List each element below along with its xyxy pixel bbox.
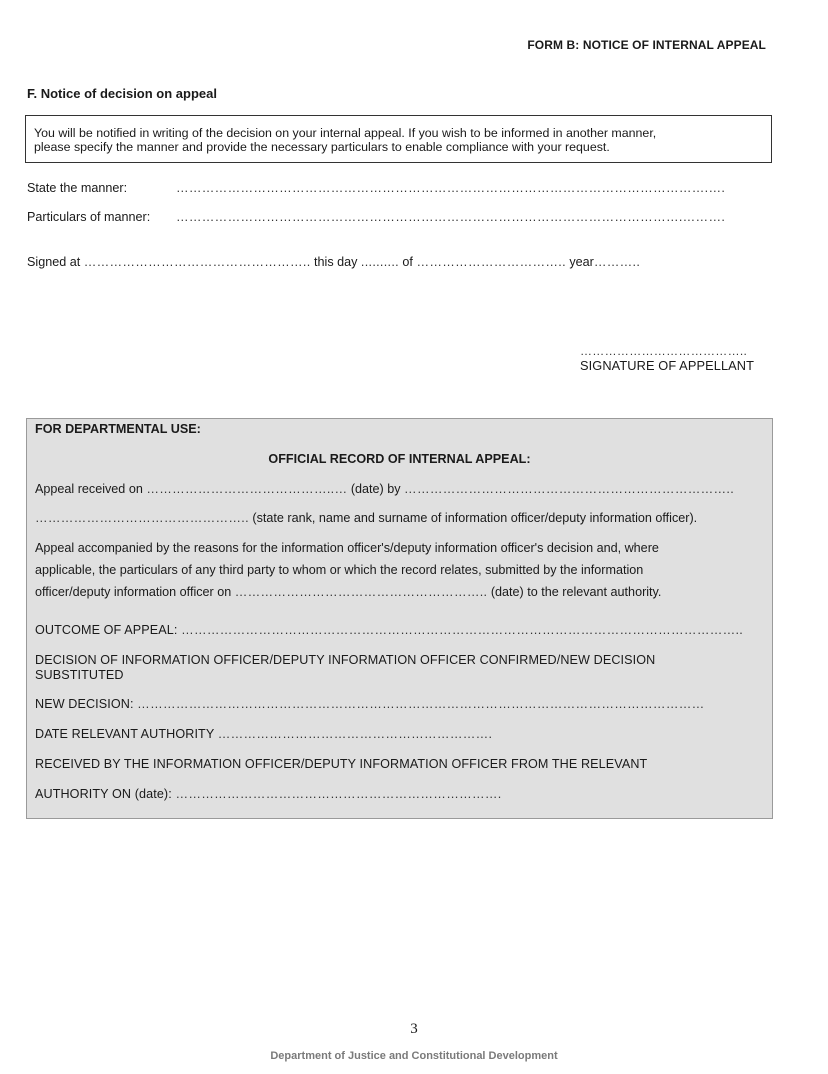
- outcome-field[interactable]: …………………………………………………………………………………………………………………..: [181, 623, 744, 637]
- decision-confirmed-line: DECISION OF INFORMATION OFFICER/DEPUTY INFORMATION OFFICER CONFIRMED/NEW DECISION: [35, 653, 656, 667]
- month-field[interactable]: ……………………………..: [416, 255, 566, 269]
- appeal-received-line: [35, 482, 734, 496]
- accompanied-date-line: [35, 585, 661, 599]
- received-by-officer-line: RECEIVED BY THE INFORMATION OFFICER/DEPUTY INFORMATION OFFICER FROM THE RELEVANT: [35, 757, 648, 771]
- signature-label: SIGNATURE OF APPELLANT: [580, 358, 755, 373]
- authority-date-label: AUTHORITY ON (date):: [35, 787, 172, 801]
- state-manner-field[interactable]: …………………………………………………………………………………………………………….….: [176, 181, 726, 195]
- particulars-field[interactable]: ……………………………………………………………………………………………………….……….: [176, 210, 726, 224]
- accompanied-text-line: applicable, the particulars of any third party to whom or which the record relates, submitted by the information: [35, 563, 644, 577]
- particulars-label: Particulars of manner:: [27, 210, 151, 224]
- outcome-line: [35, 623, 743, 637]
- for-departmental-use-label: FOR DEPARTMENTAL USE:: [35, 422, 201, 436]
- notice-text-line: please specify the manner and provide the necessary particulars to enable compliance with your request.: [34, 140, 610, 154]
- new-decision-line: [35, 697, 705, 711]
- section-heading: F. Notice of decision on appeal: [27, 86, 217, 101]
- date-authority-line: [35, 727, 492, 741]
- date-by-label: (date) by: [350, 482, 401, 496]
- new-decision-label: NEW DECISION:: [35, 697, 134, 711]
- new-decision-field[interactable]: ……………………………………………………………………………………………………………………: [137, 697, 705, 711]
- accompanied-text-end: (date) to the relevant authority.: [490, 585, 662, 599]
- notice-box: [25, 115, 772, 163]
- date-authority-field[interactable]: ……………………………………………………….: [217, 727, 493, 741]
- state-manner-label: State the manner:: [27, 181, 128, 195]
- signature-field[interactable]: …………………………………..: [580, 344, 748, 358]
- official-record-title: OFFICIAL RECORD OF INTERNAL APPEAL:: [268, 452, 531, 466]
- footer-department: Department of Justice and Constitutional Development: [270, 1050, 558, 1062]
- appeal-received-label: Appeal received on: [35, 482, 143, 496]
- officer-rank-field[interactable]: …………………………………………..: [35, 511, 249, 525]
- decision-substituted-line: SUBSTITUTED: [35, 668, 124, 682]
- submission-date-field[interactable]: …………………………………………………..: [234, 585, 488, 599]
- day-field[interactable]: ..........: [360, 255, 399, 269]
- signed-at-line: [27, 255, 640, 269]
- outcome-label: OUTCOME OF APPEAL:: [35, 623, 178, 637]
- year-label: year: [569, 255, 594, 269]
- officer-rank-line: [35, 511, 697, 525]
- date-authority-label: DATE RELEVANT AUTHORITY: [35, 727, 215, 741]
- of-label: of: [402, 255, 413, 269]
- this-day-label: this day: [314, 255, 358, 269]
- notice-text-line: You will be notified in writing of the decision on your internal appeal. If you wish to be informed in another manner,: [34, 126, 657, 140]
- signed-at-field[interactable]: ……………………………………………..: [83, 255, 311, 269]
- year-field[interactable]: ………..: [593, 255, 641, 269]
- accompanied-text: officer/deputy information officer on: [35, 585, 232, 599]
- accompanied-text-line: Appeal accompanied by the reasons for the information officer's/deputy information officer's decision and, where: [35, 541, 659, 555]
- authority-date-line: [35, 787, 502, 801]
- authority-date-field[interactable]: ………………………………………………………………….: [175, 787, 502, 801]
- received-by-field[interactable]: …………………………………………………………………..: [404, 482, 734, 496]
- form-title: FORM B: NOTICE OF INTERNAL APPEAL: [527, 38, 766, 52]
- officer-rank-label: (state rank, name and surname of information officer/deputy information officer).: [252, 511, 698, 525]
- departmental-use-box: [26, 418, 773, 819]
- signed-at-label: Signed at: [27, 255, 81, 269]
- appeal-received-date-field[interactable]: ……………………………………..…: [146, 482, 348, 496]
- page-number: 3: [410, 1021, 418, 1037]
